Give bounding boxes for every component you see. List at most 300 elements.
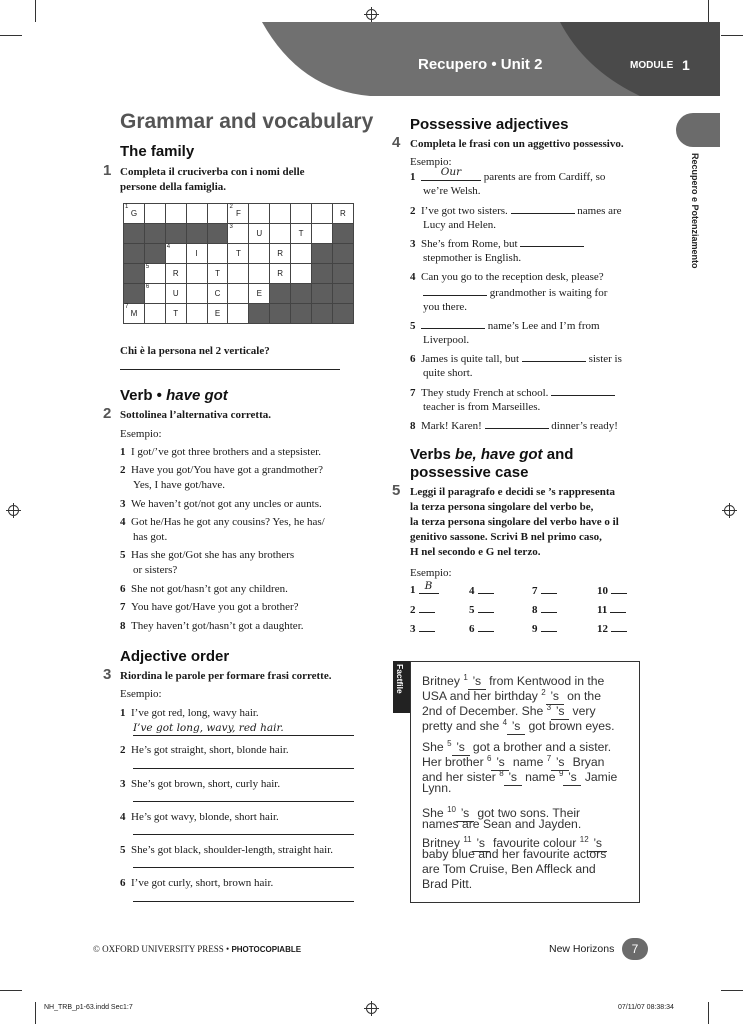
exercise-number: 3 bbox=[103, 666, 112, 683]
ff-text: from Kentwood in the bbox=[489, 674, 605, 689]
ff-text: Jamie bbox=[584, 770, 618, 785]
item-text: Got he/Has he got any cousins? Yes, he has/ bbox=[131, 516, 325, 528]
crossword-block bbox=[165, 224, 186, 244]
crossword-block bbox=[312, 244, 333, 264]
adjective-item bbox=[120, 843, 333, 858]
crossword-cell[interactable] bbox=[124, 204, 145, 224]
item-number: 8 bbox=[120, 620, 126, 632]
cell-letter: T bbox=[235, 249, 241, 258]
cell-letter: I bbox=[195, 249, 198, 258]
answer-blank[interactable] bbox=[485, 418, 549, 429]
cell-letter: R bbox=[172, 269, 179, 278]
factfile-line: baby blue and her favourite actors bbox=[422, 847, 607, 861]
crossword-cell[interactable] bbox=[249, 224, 270, 244]
verb-item[interactable] bbox=[120, 619, 304, 634]
crossword-block bbox=[312, 304, 333, 324]
verb-item[interactable] bbox=[120, 515, 325, 530]
crossword-cell[interactable] bbox=[165, 304, 186, 324]
crossword-cell[interactable] bbox=[165, 284, 186, 304]
ff-text: and her sister bbox=[422, 770, 496, 785]
answer-slot[interactable] bbox=[597, 603, 626, 616]
instruction-line: la terza persona singolare del verbo have o il bbox=[410, 516, 619, 528]
ff-blank[interactable]: ’s bbox=[456, 806, 474, 822]
item-text: You have got/Have you got a brother? bbox=[131, 601, 299, 613]
cell-letter: T bbox=[215, 269, 220, 278]
example-answer: I’ve got long, wavy, red hair. bbox=[133, 722, 284, 734]
crossword-cell[interactable] bbox=[186, 284, 207, 304]
ff-blank[interactable]: ’s bbox=[563, 770, 581, 786]
item-cont: teacher is from Marseilles. bbox=[423, 401, 541, 413]
crossword-block bbox=[124, 264, 145, 284]
crossword-cell[interactable] bbox=[291, 224, 312, 244]
blank-number: 12 bbox=[579, 835, 589, 844]
item-cont: Lucy and Helen. bbox=[423, 219, 496, 231]
ff-text: Britney bbox=[422, 674, 460, 689]
item-text: Has she got/Got she has any brothers bbox=[131, 549, 295, 561]
crossword-cell[interactable] bbox=[144, 204, 165, 224]
blank-number: 3 bbox=[546, 703, 552, 712]
crossword-cell[interactable] bbox=[270, 224, 291, 244]
slot-number: 1 bbox=[410, 584, 416, 596]
answer-blank[interactable] bbox=[511, 203, 575, 214]
factfile-line: names are Sean and Jayden. bbox=[422, 817, 582, 831]
item-number: 7 bbox=[120, 601, 126, 613]
adjective-heading: Adjective order bbox=[120, 648, 230, 665]
clue-number: 7 bbox=[125, 304, 129, 310]
item-text: dinner’s ready! bbox=[551, 420, 618, 432]
ff-text: name bbox=[525, 770, 556, 785]
crossword-cell[interactable] bbox=[144, 304, 165, 324]
ff-blank[interactable]: ’s bbox=[491, 755, 509, 771]
answer-blank[interactable] bbox=[421, 318, 485, 329]
side-tab bbox=[676, 113, 720, 147]
crossword-cell[interactable] bbox=[124, 304, 145, 324]
ff-text: got a brother and a sister. bbox=[472, 740, 612, 755]
adjective-instruction: Riordina le parole per formare frasi corrette. bbox=[120, 670, 332, 682]
adjective-item bbox=[120, 743, 289, 758]
crossword-cell[interactable] bbox=[207, 304, 228, 324]
blank-number: 1 bbox=[463, 673, 468, 682]
ff-text: 2nd of December. She bbox=[422, 704, 544, 719]
blank-number: 2 bbox=[541, 688, 546, 697]
clue-number: 1 bbox=[125, 204, 129, 210]
crossword-cell[interactable] bbox=[332, 204, 353, 224]
ff-text: Her brother bbox=[422, 755, 484, 770]
item-number: 2 bbox=[120, 744, 126, 756]
crossword-cell[interactable] bbox=[291, 264, 312, 284]
possessive-item bbox=[410, 236, 584, 252]
possessive-instruction: Completa le frasi con un aggettivo possessivo. bbox=[410, 138, 624, 150]
verb-heading bbox=[120, 387, 228, 404]
item-number: 4 bbox=[410, 271, 416, 283]
item-number: 2 bbox=[410, 205, 416, 217]
ff-text: She bbox=[422, 740, 444, 755]
crop-mark bbox=[35, 1002, 36, 1024]
ff-text: got brown eyes. bbox=[528, 719, 615, 734]
heading-text: and bbox=[542, 446, 574, 463]
crossword-block bbox=[270, 284, 291, 304]
crossword-cell[interactable] bbox=[270, 244, 291, 264]
possessive-item bbox=[410, 270, 604, 285]
crossword-block bbox=[124, 284, 145, 304]
ff-blank[interactable]: ’s bbox=[468, 674, 486, 690]
example-answer: Our bbox=[440, 166, 462, 178]
answer-blank[interactable] bbox=[423, 285, 487, 296]
item-number: 6 bbox=[410, 353, 416, 365]
factfile-line: Brad Pitt. bbox=[422, 877, 473, 891]
crossword-cell[interactable] bbox=[186, 244, 207, 264]
answer-slot[interactable] bbox=[410, 603, 435, 616]
answer-slot[interactable] bbox=[469, 603, 494, 616]
blank-number: 7 bbox=[546, 754, 552, 763]
answer-line[interactable] bbox=[133, 768, 354, 769]
crossword-block bbox=[332, 264, 353, 284]
answer-line[interactable] bbox=[133, 901, 354, 902]
item-text: parents are from Cardiff, so bbox=[483, 171, 606, 183]
item-text: grandmother is waiting for bbox=[489, 287, 608, 299]
answer-slot[interactable] bbox=[597, 622, 627, 635]
slot-number: 11 bbox=[597, 604, 608, 616]
cell-letter: C bbox=[214, 289, 221, 298]
factfile-label: Factfile bbox=[395, 664, 405, 694]
module-label: MODULE bbox=[630, 60, 674, 71]
heading-text: Verbs bbox=[410, 446, 456, 463]
esempio-label: Esempio: bbox=[120, 428, 162, 440]
slot-number: 6 bbox=[469, 623, 475, 635]
item-number: 4 bbox=[120, 811, 126, 823]
verbs-be-heading bbox=[410, 446, 573, 482]
verb-item[interactable] bbox=[120, 548, 294, 563]
possessive-item bbox=[410, 418, 618, 434]
cell-letter: T bbox=[298, 229, 304, 238]
crossword-cell[interactable] bbox=[312, 224, 333, 244]
item-text: He’s got straight, short, blonde hair. bbox=[131, 744, 289, 756]
book-title: New Horizons bbox=[549, 943, 615, 955]
verbs-be-instruction bbox=[410, 485, 619, 560]
slot-number: 7 bbox=[532, 585, 538, 597]
blank-number: 5 bbox=[447, 739, 452, 748]
ff-text: Bryan bbox=[572, 755, 605, 770]
module-number: 1 bbox=[682, 57, 690, 73]
instruction-line: persone della famiglia. bbox=[120, 181, 227, 193]
factfile-line: are Tom Cruise, Ben Affleck and bbox=[422, 862, 596, 876]
item-cont: quite short. bbox=[423, 367, 473, 379]
ff-text: pretty and she bbox=[422, 719, 500, 734]
item-number: 1 bbox=[410, 171, 416, 183]
exercise-number: 4 bbox=[392, 134, 401, 151]
answer-blank[interactable] bbox=[421, 166, 481, 181]
answer-blank[interactable] bbox=[551, 385, 615, 396]
item-number: 3 bbox=[410, 238, 416, 250]
item-number: 5 bbox=[120, 549, 126, 561]
verb-item-cont: has got. bbox=[133, 531, 168, 543]
adjective-item bbox=[120, 810, 279, 825]
side-label: Recupero e Potenziamento bbox=[690, 153, 700, 269]
ff-blank[interactable]: ’s bbox=[472, 836, 490, 852]
header-banner bbox=[0, 0, 743, 100]
crossword-cell[interactable] bbox=[291, 204, 312, 224]
item-text: She’s got brown, short, curly hair. bbox=[131, 778, 281, 790]
crossword-block bbox=[207, 224, 228, 244]
ff-blank[interactable]: ’s bbox=[551, 704, 569, 720]
item-number: 3 bbox=[120, 498, 126, 510]
item-text: I got/’ve got three brothers and a stepsister. bbox=[131, 446, 322, 458]
clue-number: 6 bbox=[145, 284, 150, 290]
copyright bbox=[93, 944, 301, 954]
answer-slot[interactable] bbox=[410, 580, 439, 596]
verb-item[interactable] bbox=[120, 445, 321, 460]
blank-number: 4 bbox=[502, 718, 508, 727]
ff-blank[interactable]: ’s bbox=[452, 740, 470, 756]
crossword-cell[interactable] bbox=[165, 244, 186, 264]
crossword-cell[interactable] bbox=[291, 244, 312, 264]
instruction-line: Completa il cruciverba con i nomi delle bbox=[120, 166, 305, 178]
item-text: name’s Lee and I’m from bbox=[487, 320, 600, 332]
item-text: She’s got black, shoulder-length, straight hair. bbox=[131, 844, 334, 856]
crossword-cell[interactable] bbox=[228, 304, 249, 324]
crossword-block bbox=[332, 224, 353, 244]
verb-heading-text: Verb • bbox=[120, 387, 167, 404]
item-number: 8 bbox=[410, 420, 416, 432]
crossword-grid bbox=[123, 203, 354, 324]
exercise-number: 5 bbox=[392, 482, 401, 499]
slot-number: 9 bbox=[532, 623, 538, 635]
answer-line[interactable] bbox=[120, 369, 340, 370]
answer-slot[interactable] bbox=[410, 622, 435, 635]
crossword-cell[interactable] bbox=[249, 264, 270, 284]
crossword-cell[interactable] bbox=[228, 284, 249, 304]
cell-letter: F bbox=[235, 209, 241, 218]
item-cont: stepmother is English. bbox=[423, 252, 522, 264]
ff-text: name bbox=[512, 755, 544, 770]
item-number: 1 bbox=[120, 446, 126, 458]
instruction-line: la terza persona singolare del verbo be, bbox=[410, 501, 594, 513]
copyright-text: © OXFORD UNIVERSITY PRESS • bbox=[93, 944, 232, 954]
cell-letter: R bbox=[277, 269, 284, 278]
answer-blank[interactable] bbox=[520, 236, 584, 247]
ff-blank[interactable]: ’s bbox=[551, 755, 569, 771]
answer-line[interactable] bbox=[133, 735, 354, 736]
heading-italic: be, have got bbox=[455, 446, 543, 463]
item-text: I’ve got curly, short, brown hair. bbox=[131, 877, 274, 889]
possessive-item bbox=[410, 203, 622, 219]
item-text: They haven’t got/hasn’t got a daughter. bbox=[131, 620, 304, 632]
ff-blank[interactable]: ’s bbox=[504, 770, 522, 786]
crossword-cell[interactable] bbox=[312, 204, 333, 224]
item-cont: you there. bbox=[423, 301, 467, 313]
heading-text: possessive case bbox=[410, 464, 529, 481]
item-text: Can you go to the reception desk, please? bbox=[421, 271, 604, 283]
item-text: sister is bbox=[588, 353, 622, 365]
item-text: Have you got/You have got a grandmother? bbox=[131, 464, 323, 476]
answer-slot[interactable] bbox=[532, 622, 557, 635]
crop-mark bbox=[721, 990, 743, 991]
item-number: 1 bbox=[120, 707, 126, 719]
adjective-item bbox=[120, 876, 273, 891]
ff-text: She bbox=[422, 806, 444, 821]
crossword-block bbox=[144, 244, 165, 264]
cell-letter: R bbox=[277, 249, 284, 258]
crossword-cell[interactable] bbox=[186, 264, 207, 284]
family-question: Chi è la persona nel 2 verticale? bbox=[120, 345, 270, 357]
blank-number: 8 bbox=[499, 769, 504, 778]
clue-number: 5 bbox=[145, 264, 150, 270]
ff-text: on the bbox=[567, 689, 601, 704]
instruction-line: H nel secondo e G nel terzo. bbox=[410, 546, 541, 558]
answer-line[interactable] bbox=[133, 834, 354, 835]
possessive-item bbox=[410, 318, 600, 334]
item-text: James is quite tall, but bbox=[421, 353, 520, 365]
item-cont: Liverpool. bbox=[423, 334, 470, 346]
crossword-cell[interactable] bbox=[228, 204, 249, 224]
page-header bbox=[0, 0, 743, 100]
ff-blank[interactable]: ’s bbox=[507, 719, 525, 735]
ff-blank[interactable]: ’s bbox=[546, 689, 564, 705]
answer-slot[interactable] bbox=[597, 584, 627, 597]
crossword-block bbox=[312, 284, 333, 304]
crossword-block bbox=[332, 284, 353, 304]
factfile-line bbox=[422, 715, 634, 735]
cell-letter: T bbox=[173, 309, 179, 318]
answer-line[interactable] bbox=[133, 801, 354, 802]
item-text: They study French at school. bbox=[421, 387, 549, 399]
verb-item[interactable] bbox=[120, 582, 288, 597]
item-number: 6 bbox=[120, 877, 126, 889]
item-text: She’s from Rome, but bbox=[421, 238, 518, 250]
crossword-cell[interactable] bbox=[228, 264, 249, 284]
item-text: We haven’t got/not got any uncles or aunts. bbox=[131, 498, 322, 510]
blank-number: 11 bbox=[463, 835, 472, 844]
esempio-label: Esempio: bbox=[410, 156, 452, 168]
crop-mark bbox=[708, 1002, 709, 1024]
cell-letter: E bbox=[256, 289, 262, 298]
clue-number: 2 bbox=[229, 204, 233, 210]
answer-slot[interactable] bbox=[532, 584, 557, 597]
crossword-cell[interactable] bbox=[249, 284, 270, 304]
crossword-cell[interactable] bbox=[228, 224, 249, 244]
crossword-cell[interactable] bbox=[165, 264, 186, 284]
crossword-block bbox=[124, 224, 145, 244]
item-cont bbox=[423, 285, 607, 301]
crossword-block bbox=[249, 304, 270, 324]
blank-number: 9 bbox=[558, 769, 564, 778]
crossword-cell[interactable] bbox=[207, 284, 228, 304]
slot-number: 2 bbox=[410, 604, 416, 616]
esempio-label: Esempio: bbox=[120, 688, 162, 700]
crossword-block bbox=[332, 244, 353, 264]
verb-item-cont: Yes, I have got/have. bbox=[133, 479, 226, 491]
slug-right: 07/11/07 08:38:34 bbox=[618, 1004, 674, 1011]
crossword-cell[interactable] bbox=[144, 284, 165, 304]
crop-mark bbox=[0, 990, 22, 991]
crossword-cell[interactable] bbox=[270, 264, 291, 284]
factfile-line: Lynn. bbox=[422, 781, 452, 795]
answer-slot[interactable] bbox=[532, 603, 557, 616]
item-number: 6 bbox=[120, 583, 126, 595]
answer-line[interactable] bbox=[133, 867, 354, 868]
page-number: 7 bbox=[622, 938, 648, 960]
possessive-item bbox=[410, 166, 606, 185]
family-heading: The family bbox=[120, 143, 195, 160]
answer-slot[interactable] bbox=[469, 622, 494, 635]
cell-letter: U bbox=[172, 289, 179, 298]
esempio-label: Esempio: bbox=[410, 567, 452, 579]
verb-heading-italic: have got bbox=[166, 387, 228, 404]
answer-slot[interactable] bbox=[469, 584, 494, 597]
ff-blank[interactable]: ’s bbox=[589, 836, 607, 852]
crossword-cell[interactable] bbox=[165, 204, 186, 224]
item-cont: we’re Welsh. bbox=[423, 185, 481, 197]
possessive-heading: Possessive adjectives bbox=[410, 116, 569, 133]
photocopiable-label: PHOTOCOPIABLE bbox=[231, 945, 302, 954]
crossword-cell[interactable] bbox=[207, 244, 228, 264]
crossword-block bbox=[186, 224, 207, 244]
registration-mark-icon bbox=[366, 1003, 377, 1014]
slot-number: 3 bbox=[410, 623, 416, 635]
crossword-cell[interactable] bbox=[228, 244, 249, 264]
clue-number: 4 bbox=[166, 244, 171, 250]
crossword-cell[interactable] bbox=[249, 244, 270, 264]
item-number: 7 bbox=[410, 387, 416, 399]
item-text: She not got/hasn’t got any children. bbox=[131, 583, 288, 595]
ff-text: favourite colour bbox=[493, 836, 577, 851]
verb-item[interactable] bbox=[120, 463, 323, 478]
slot-number: 8 bbox=[532, 604, 538, 616]
slot-number: 5 bbox=[469, 604, 475, 616]
verb-item[interactable] bbox=[120, 600, 299, 615]
crossword-cell[interactable] bbox=[207, 264, 228, 284]
verb-instruction: Sottolinea l’alternativa corretta. bbox=[120, 409, 272, 421]
page-title: Grammar and vocabulary bbox=[120, 110, 374, 133]
cell-letter: R bbox=[339, 209, 346, 218]
slot-number: 12 bbox=[597, 623, 608, 635]
verb-item[interactable] bbox=[120, 497, 322, 512]
crossword-cell[interactable] bbox=[270, 204, 291, 224]
ff-text: USA and her birthday bbox=[422, 689, 538, 704]
item-number: 5 bbox=[410, 320, 416, 332]
item-text: He’s got wavy, blonde, short hair. bbox=[131, 811, 279, 823]
crossword-cell[interactable] bbox=[186, 304, 207, 324]
item-text: Mark! Karen! bbox=[421, 420, 482, 432]
instruction-line: Leggi il paragrafo e decidi se ’s rappresenta bbox=[410, 486, 616, 498]
slot-number: 10 bbox=[597, 585, 608, 597]
cell-letter: G bbox=[130, 209, 138, 218]
answer-blank[interactable] bbox=[522, 351, 586, 362]
blank-number: 10 bbox=[447, 805, 456, 814]
crossword-block bbox=[291, 284, 312, 304]
exercise-number: 2 bbox=[103, 405, 112, 422]
crossword-block bbox=[270, 304, 291, 324]
ff-text: Britney bbox=[422, 836, 460, 851]
slug-left: NH_TRB_p1-63.indd Sec1:7 bbox=[44, 1004, 133, 1011]
cell-letter: E bbox=[214, 309, 221, 318]
possessive-item bbox=[410, 351, 622, 367]
slot-number: 4 bbox=[469, 585, 475, 597]
item-number: 2 bbox=[120, 464, 126, 476]
crossword-cell[interactable] bbox=[207, 204, 228, 224]
item-number: 4 bbox=[120, 516, 126, 528]
adjective-item bbox=[120, 706, 259, 721]
crossword-cell[interactable] bbox=[249, 204, 270, 224]
cell-letter: M bbox=[130, 309, 138, 318]
registration-mark-icon bbox=[8, 505, 19, 516]
crossword-block bbox=[291, 304, 312, 324]
example-answer: B bbox=[424, 580, 433, 592]
crossword-cell[interactable] bbox=[144, 264, 165, 284]
crossword-cell[interactable] bbox=[186, 204, 207, 224]
item-text: I’ve got red, long, wavy hair. bbox=[131, 707, 259, 719]
exercise-number: 1 bbox=[103, 162, 112, 179]
